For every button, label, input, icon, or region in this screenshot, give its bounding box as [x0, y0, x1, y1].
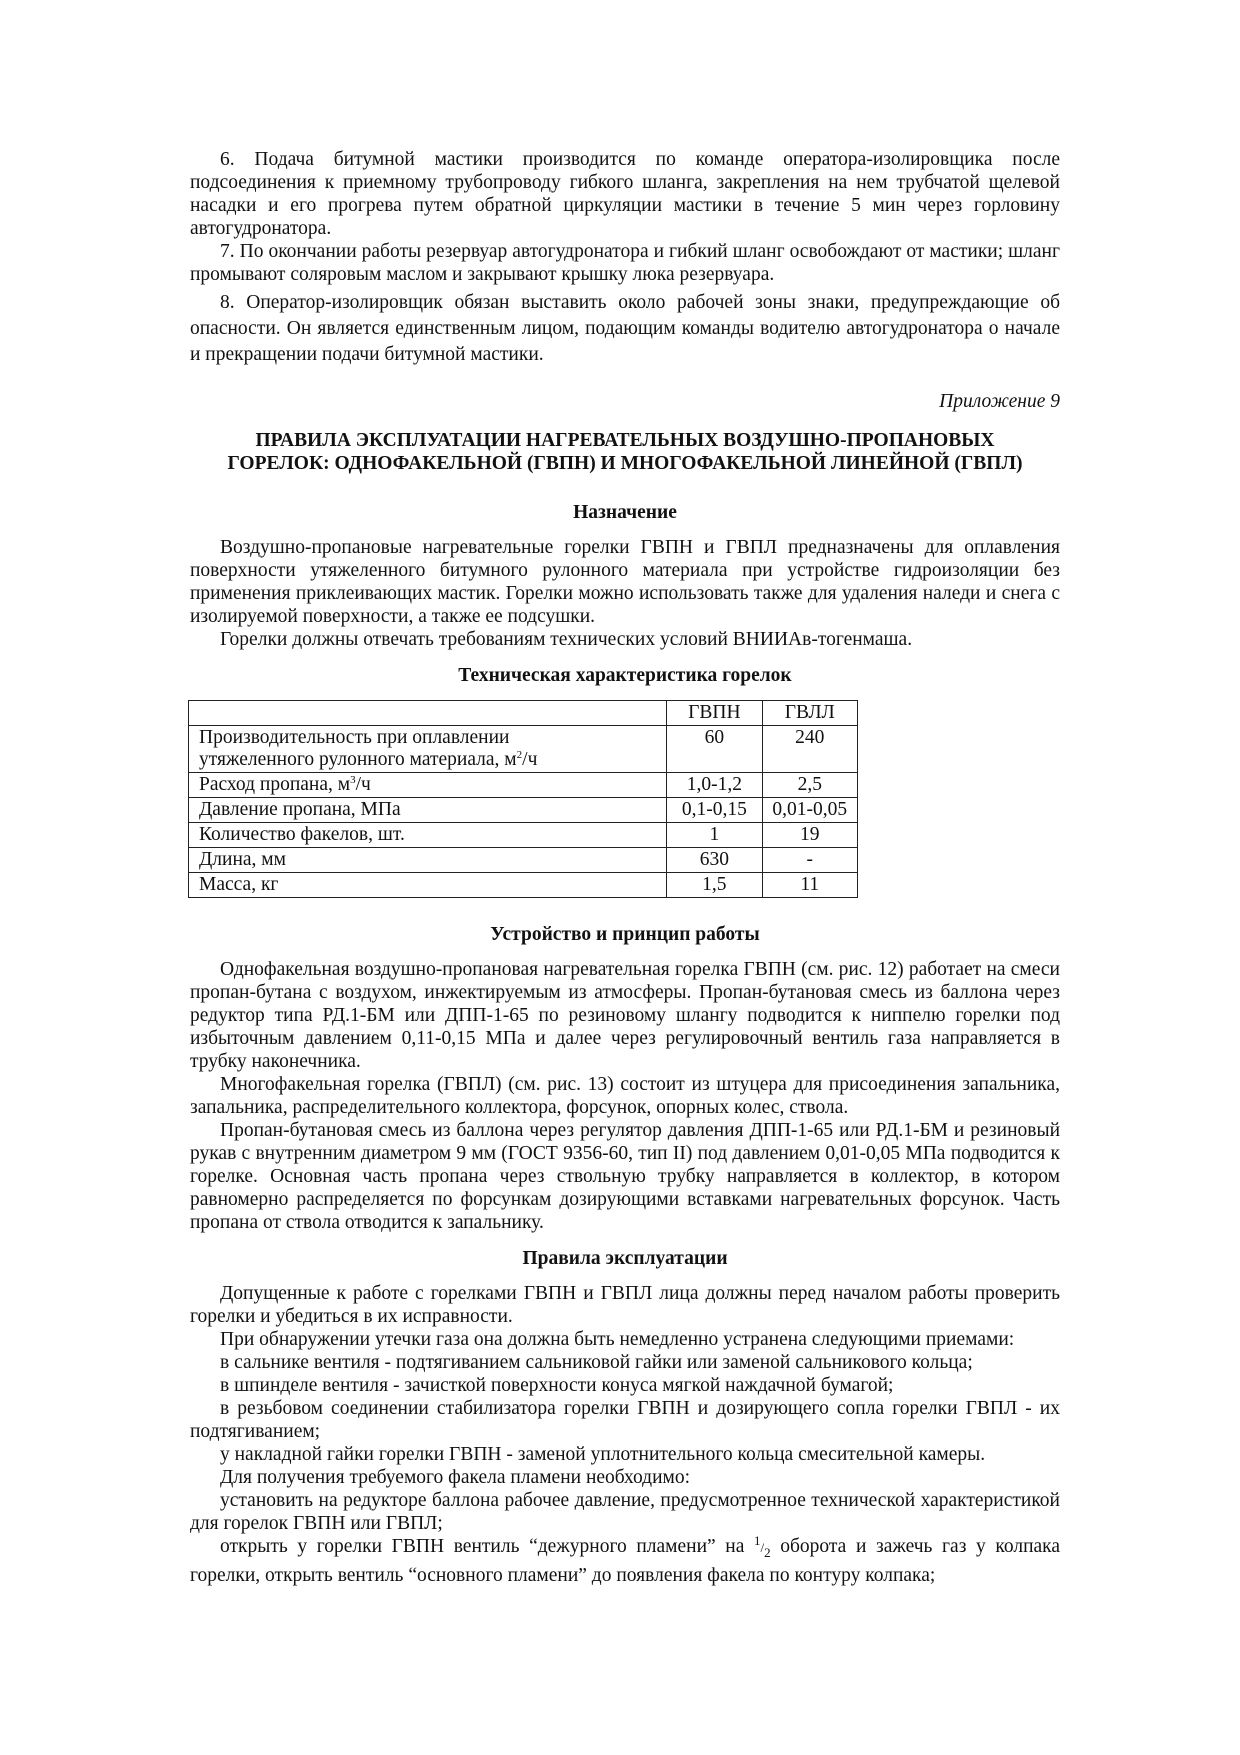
- row-value-gvll: 240: [762, 726, 857, 773]
- table-header-gvpn: ГВПН: [667, 701, 762, 726]
- row-value-gvpn: 1: [667, 823, 762, 848]
- paragraph-8: 8. Оператор-изолировщик обязан выставить около рабочей зоны знаки, предупреждающие об опасности. Он является единственным лицом, подающим команды водителю автогудронатора о начале и прекращении подачи битумной мастики.: [190, 292, 1060, 365]
- intro-section: [190, 148, 1060, 368]
- purpose-section: [190, 536, 1060, 651]
- rules-item-5: установить на редукторе баллона рабочее давление, предусмотренное технической характеристикой для горелок ГВПН или ГВПЛ;: [190, 1490, 1060, 1534]
- row-label: Масса, кг: [189, 873, 667, 898]
- paragraph-6: 6. Подача битумной мастики производится по команде оператора-изолировщика после подсоединения к приемному трубопроводу гибкого шланга, закрепления на нем трубчатой щелевой насадки и его прогрева путем обратной циркуляции мастики в течение 5 мин через горловину автогудронатора.: [190, 149, 1060, 239]
- table-row: [189, 873, 858, 898]
- document-title: [190, 429, 1060, 475]
- row-label: Производительность при оплавлении утяжеленного рулонного материала, $м^2/ч$: [189, 726, 667, 773]
- row-value-gvll: -: [762, 848, 857, 873]
- table-header-gvll: ГВЛЛ: [762, 701, 857, 726]
- specs-table: [188, 700, 858, 898]
- heading-rules: Правила эксплуатации: [522, 1248, 728, 1269]
- table-header-empty: [189, 701, 667, 726]
- row-label: Количество факелов, шт.: [189, 823, 667, 848]
- row-label: Давление пропана, МПа: [189, 798, 667, 823]
- device-paragraph-2: Многофакельная горелка (ГВПЛ) (см. рис. 13) состоит из штуцера для присоединения запальника, запальника, распределительного коллектора, форсунок, опорных колес, ствола.: [190, 1074, 1060, 1118]
- device-section: [190, 958, 1060, 1234]
- row-value-gvll: 11: [762, 873, 857, 898]
- row-value-gvll: 2,5: [762, 773, 857, 798]
- paragraph-7: 7. По окончании работы резервуар автогудронатора и гибкий шланг освобождают от мастики; шланг промывают соляровым маслом и закрывают крышку люка резервуара.: [190, 241, 1060, 285]
- rules-item-4: у накладной гайки горелки ГВПН - заменой уплотнительного кольца смесительной камеры.: [220, 1444, 986, 1465]
- table-row: [189, 823, 858, 848]
- row-value-gvpn: 630: [667, 848, 762, 873]
- row-label: Расход пропана, $м^3/ч$: [189, 773, 667, 798]
- title-line-2: ГОРЕЛОК: ОДНОФАКЕЛЬНОЙ (ГВПН) И МНОГОФАКЕЛЬНОЙ ЛИНЕЙНОЙ (ГВПЛ): [227, 453, 1023, 474]
- row-value-gvpn: 60: [667, 726, 762, 773]
- device-paragraph-3: Пропан-бутановая смесь из баллона через регулятор давления ДПП-1-65 или РД.1-БМ и резиновый рукав с внутренним диаметром 9 мм (ГОСТ 9356-60, тип II) под давлением 0,01-0,05 МПа подводится к горелке. Основная часть пропана через ствольную трубку направляется в коллектор, в котором равномерно распределяется по форсункам дозирующими вставками нагревательных форсунок. Часть пропана от ствола отводится к запальнику.: [190, 1120, 1060, 1233]
- row-value-gvpn: 0,1-0,15: [667, 798, 762, 823]
- rules-item-6: открыть у горелки ГВПН вентиль “дежурного пламени” на $^1/_2$ оборота и зажечь газ у колпака горелки, открыть вентиль “основного пламени” до появления факела по контуру колпака;: [190, 1533, 1061, 1586]
- rules-item-2: в шпинделе вентиля - зачисткой поверхности конуса мягкой наждачной бумагой;: [220, 1375, 894, 1396]
- heading-device: Устройство и принцип работы: [490, 924, 760, 945]
- rules-section: [190, 1282, 1060, 1587]
- heading-purpose: Назначение: [573, 502, 677, 523]
- row-value-gvpn: 1,0-1,2: [667, 773, 762, 798]
- rules-paragraph-1: Допущенные к работе с горелками ГВПН и ГВПЛ лица должны перед началом работы проверить горелки и убедиться в их исправности.: [190, 1283, 1060, 1327]
- device-paragraph-1: Однофакельная воздушно-пропановая нагревательная горелка ГВПН (см. рис. 12) работает на смеси пропан-бутана с воздухом, инжектируемым из атмосферы. Пропан-бутановая смесь из баллона через редуктор типа РД.1-БМ или ДПП-1-65 по резиновому шлангу подводится к ниппелю горелки под избыточным давлением 0,11-0,15 МПа и далее через регулировочный вентиль газа направляется в трубку наконечника.: [190, 959, 1060, 1072]
- rules-paragraph-2: При обнаружении утечки газа она должна быть немедленно устранена следующими приемами:: [220, 1329, 1015, 1350]
- table-row: [189, 726, 858, 773]
- row-label: Длина, мм: [189, 848, 667, 873]
- table-caption: Техническая характеристика горелок: [458, 665, 792, 686]
- purpose-paragraph-1: Воздушно-пропановые нагревательные горелки ГВПН и ГВПЛ предназначены для оплавления поверхности утяжеленного битумного рулонного материала при устройстве гидроизоляции без применения приклеивающих мастик. Горелки можно использовать также для удаления наледи и снега с изолируемой поверхности, а также ее подсушки.: [190, 537, 1060, 627]
- row-value-gvll: 0,01-0,05: [762, 798, 857, 823]
- row-value-gvpn: 1,5: [667, 873, 762, 898]
- row-value-gvll: 19: [762, 823, 857, 848]
- table-row: [189, 773, 858, 798]
- table-header-row: [189, 701, 858, 726]
- rules-paragraph-3: Для получения требуемого факела пламени необходимо:: [220, 1467, 691, 1488]
- rules-item-1: в сальнике вентиля - подтягиванием сальниковой гайки или заменой сальникового кольца;: [220, 1352, 973, 1373]
- table-row: [189, 798, 858, 823]
- title-line-1: ПРАВИЛА ЭКСПЛУАТАЦИИ НАГРЕВАТЕЛЬНЫХ ВОЗДУШНО-ПРОПАНОВЫХ: [255, 430, 995, 451]
- purpose-paragraph-2: Горелки должны отвечать требованиям технических условий ВНИИАв-тогенмаша.: [220, 629, 913, 650]
- table-row: [189, 848, 858, 873]
- appendix-label: Приложение 9: [939, 391, 1060, 412]
- rules-item-3: в резьбовом соединении стабилизатора горелки ГВПН и дозирующего сопла горелки ГВПЛ - их подтягиванием;: [190, 1398, 1060, 1442]
